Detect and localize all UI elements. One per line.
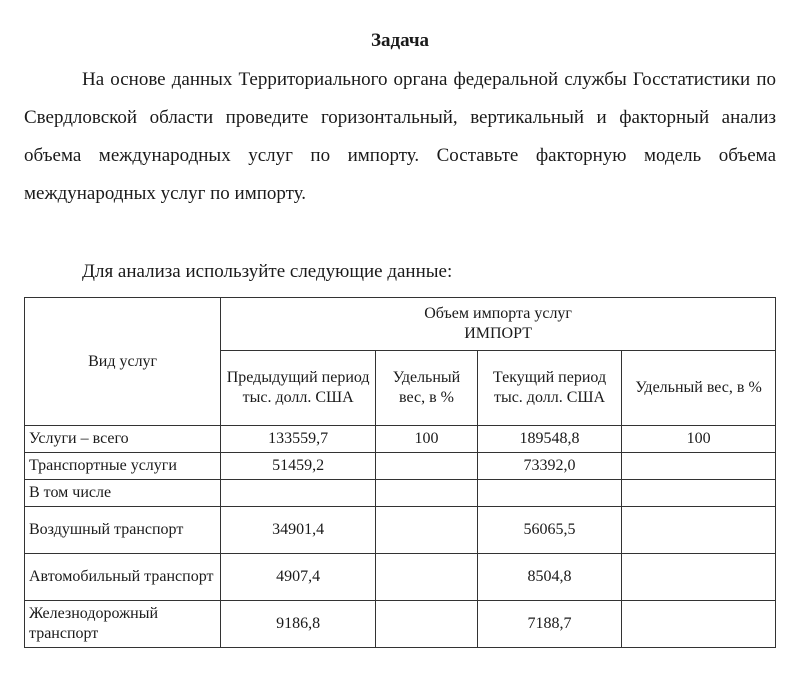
row-name: Железнодорожный транспорт: [25, 601, 221, 648]
table-row: [25, 507, 776, 554]
row-share-prev: [376, 554, 478, 601]
row-share-cur: [622, 507, 776, 554]
row-cur: 189548,8: [477, 426, 621, 453]
row-prev: 133559,7: [221, 426, 376, 453]
row-share-cur: [622, 554, 776, 601]
row-cur: 56065,5: [477, 507, 621, 554]
table-row: [25, 480, 776, 507]
header-import-volume-line2: ИМПОРТ: [464, 325, 532, 342]
import-services-table: [24, 297, 776, 648]
table-row: [25, 601, 776, 648]
row-name: Автомобильный транспорт: [25, 554, 221, 601]
table-row: [25, 426, 776, 453]
row-share-cur: [622, 453, 776, 480]
header-prev-period: Предыдущий период тыс. долл. США: [221, 351, 376, 426]
row-name: В том числе: [25, 480, 221, 507]
row-name: Услуги – всего: [25, 426, 221, 453]
table-header-row-group: [25, 298, 776, 351]
header-share-cur: Удельный вес, в %: [622, 351, 776, 426]
row-share-cur: [622, 601, 776, 648]
row-prev: 34901,4: [221, 507, 376, 554]
row-share-cur: 100: [622, 426, 776, 453]
row-prev: 9186,8: [221, 601, 376, 648]
row-prev: 4907,4: [221, 554, 376, 601]
row-cur: 8504,8: [477, 554, 621, 601]
table-row: [25, 453, 776, 480]
row-share-cur: [622, 480, 776, 507]
row-prev: 51459,2: [221, 453, 376, 480]
row-cur: 7188,7: [477, 601, 621, 648]
row-cur: [477, 480, 621, 507]
row-share-prev: [376, 601, 478, 648]
row-name: Транспортные услуги: [25, 453, 221, 480]
table-row: [25, 554, 776, 601]
document-title: Задача: [370, 30, 430, 51]
row-share-prev: [376, 453, 478, 480]
row-share-prev: [376, 507, 478, 554]
header-share-prev: Удельный вес, в %: [376, 351, 478, 426]
header-import-volume-line1: Объем импорта услуг: [424, 305, 572, 322]
task-text: На основе данных Территориального органа федеральной службы Госстатистики по Свердловской области проведите горизонтальный, вертикальный и факторный анализ объема международных услуг по импорту. Составьте факторную модель объема международных услуг по импорту.: [24, 69, 776, 204]
row-share-prev: 100: [376, 426, 478, 453]
row-prev: [221, 480, 376, 507]
header-cur-period: Текущий период тыс. долл. США: [477, 351, 621, 426]
data-note: Для анализа используйте следующие данные:: [82, 261, 453, 282]
row-name: Воздушный транспорт: [25, 507, 221, 554]
header-service-type: Вид услуг: [25, 298, 221, 426]
task-paragraph: [24, 61, 776, 213]
header-import-volume: [221, 298, 776, 351]
row-cur: 73392,0: [477, 453, 621, 480]
row-share-prev: [376, 480, 478, 507]
